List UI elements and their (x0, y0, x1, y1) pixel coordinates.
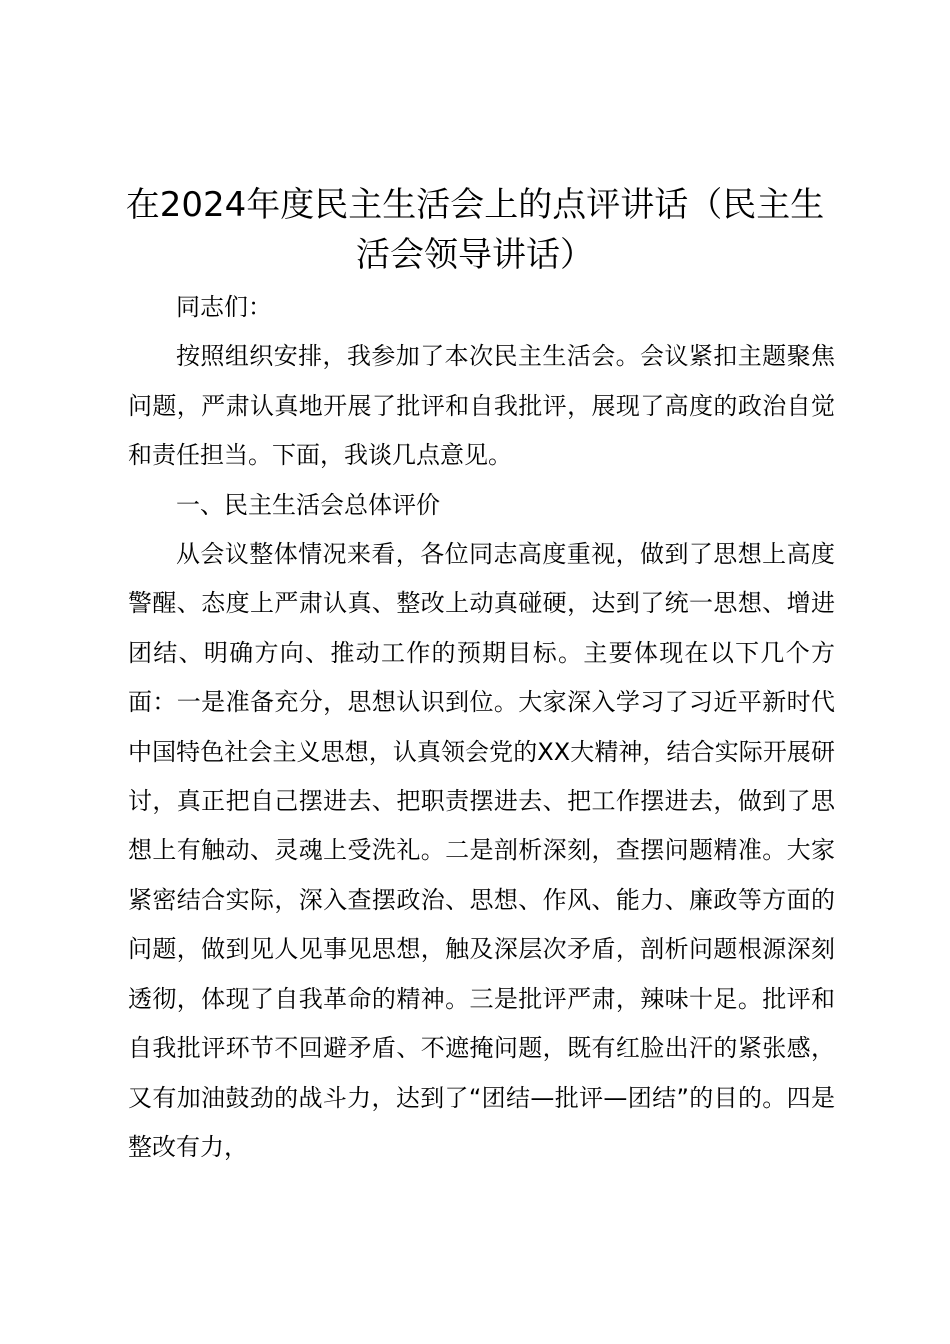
paragraph-evaluation: 从会议整体情况来看，各位同志高度重视，做到了思想上高度警醒、态度上严肃认真、整改上动真碰硬，达到了统一思想、增进团结、明确方向、推动工作的预期目标。主要体现在以下几个方面：一是准备充分，思想认识到位。大家深入学习了习近平新时代中国特色社会主义思想，认真领会党的XX大精神，结合实际开展研讨，真正把自己摆进去、把职责摆进去、把工作摆进去，做到了思想上有触动、灵魂上受洗礼。二是剖析深刻，查摆问题精准。大家紧密结合实际，深入查摆政治、思想、作风、能力、廉政等方面的问题，做到见人见事见思想，触及深层次矛盾，剖析问题根源深刻透彻，体现了自我革命的精神。三是批评严肃，辣味十足。批评和自我批评环节不回避矛盾、不遮掩问题，既有红脸出汗的紧张感，又有加油鼓劲的战斗力，达到了“团结—批评—团结”的目的。四是整改有力， (128, 540, 835, 1161)
salutation: 同志们： (176, 293, 272, 321)
document-title: 在2024年度民主生活会上的点评讲话（民主生活会领导讲话） (125, 185, 825, 275)
document-body (128, 283, 835, 1172)
paragraph-intro: 按照组织安排，我参加了本次民主生活会。会议紧扣主题聚焦问题，严肃认真地开展了批评和自我批评，展现了高度的政治自觉和责任担当。下面，我谈几点意见。 (128, 342, 835, 470)
section-heading: 一、民主生活会总体评价 (176, 490, 440, 519)
